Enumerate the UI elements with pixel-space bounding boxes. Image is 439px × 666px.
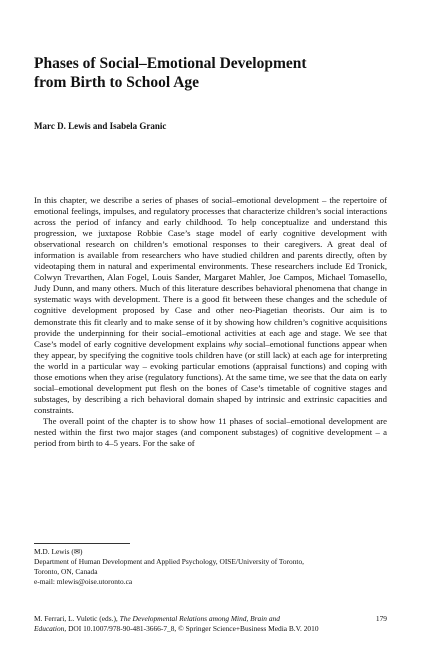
page-number: 179: [375, 614, 387, 623]
citation-line-1: [34, 614, 280, 624]
citation-footer: [34, 614, 387, 634]
citation-line-2: [34, 624, 319, 634]
footnote-affiliation-2: Toronto, ON, Canada: [34, 567, 98, 576]
paragraph-1-text-a: In this chapter, we describe a series of phases of social–emotional development – the repertoire of emotional feelings, impulses, and regulatory processes that characterize children’s social interactions across the period of infancy and early childhood. To help conceptualize and understand this progression, we juxtapose Robbie Case’s stage model of early cognitive development with observational research on children’s emotional responses to their caregivers. A great deal of information is available from researchers who have studied children and parents directly, often by videotaping them in natural and experimental environments. These researchers include Ed Tronick, Colwyn Trevarthen, Alan Fogel, Louis Sander, Margaret Mahler, Joe Campos, Michael Tomasello, Judy Dunn, and many others. Much of this literature describes behavioral phenomena that change in systematic ways with development. There is a good fit between these changes and the schedule of cognitive development proposed by Case and other neo-Piagetian theorists. Our aim is to demonstrate this fit clearly and to make sense of it by showing how children’s cognitive acquisitions provide the underpinning for their social–emotional activities at each age and stage. We see that Case’s model of early cognitive development explains: [34, 195, 387, 349]
footnote-email: e-mail: mlewis@oise.utoronto.ca: [34, 577, 133, 586]
chapter-body: [34, 195, 387, 449]
citation-row-1: [34, 614, 387, 624]
citation-prefix: M. Ferrari, L. Vuletic (eds.),: [34, 614, 120, 623]
chapter-authors: Marc D. Lewis and Isabela Granic: [34, 121, 167, 131]
footnote-author: M.D. Lewis (✉): [34, 547, 83, 556]
citation-row-2: [34, 624, 387, 634]
citation-book-title-2: Education: [34, 624, 65, 633]
citation-rest: , DOI 10.1007/978-90-481-3666-7_8, © Springer Science+Business Media B.V. 2010: [64, 624, 319, 633]
paragraph-1: [34, 195, 387, 416]
citation-book-title-1: The Developmental Relations among Mind, Brain and: [119, 614, 280, 623]
chapter-title-line1: Phases of Social–Emotional Development: [34, 55, 307, 72]
paragraph-1-emphasis: why: [228, 338, 243, 349]
chapter-title-line2: from Birth to School Age: [34, 74, 200, 91]
chapter-title: [34, 54, 394, 92]
author-footnote: [34, 547, 387, 587]
footnote-rule: [34, 543, 130, 544]
footnote-affiliation-1: Department of Human Development and Applied Psychology, OISE/University of Toronto,: [34, 557, 305, 566]
paragraph-2: The overall point of the chapter is to show how 11 phases of social–emotional development are nested within the first two major stages (and component substages) of cognitive development – a period from birth to 4–5 years. For the sake of: [34, 415, 387, 449]
paragraph-1-text-b: social–emotional functions appear when they appear, by specifying the cognitive tools children have (or still lack) at each age for interpreting the world in a particular way – evoking particular emotions (appraisal functions) and coping with those emotions when they arise (regulatory functions). At the same time, we see that the data on early social–emotional development put flesh on the bones of Case’s timetable of cognitive stages and substages, by describing a rich behavioral domain shaped by intrinsic and extrinsic capacities and constraints.: [34, 338, 387, 415]
